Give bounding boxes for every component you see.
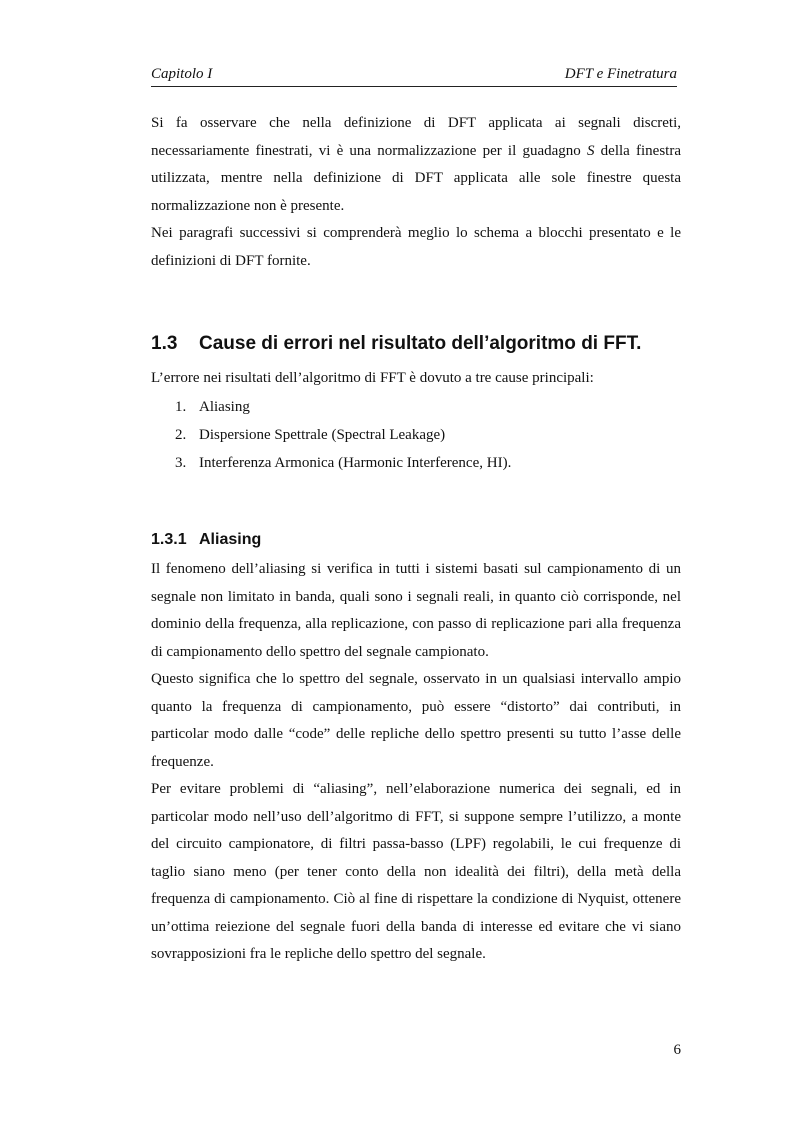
causes-list [151,393,681,477]
subsection-title: Aliasing [199,531,262,548]
aliasing-paragraph-2: Questo significa che lo spettro del segnale, osservato in un qualsiasi intervallo ampio quanto la frequenza di campionamento, può essere “distorto” dai contributi, in particolar modo dalle “code” delle repliche dello spettro presenti su tutto l’asse delle frequenze. [151,671,681,770]
aliasing-body [151,556,681,969]
list-item [151,449,681,477]
list-item-number: 2. [175,426,187,443]
aliasing-paragraph-1: Il fenomeno dell’aliasing si verifica in tutti i sistemi basati sul campionamento di un segnale non limitato in banda, quali sono i segnali reali, in quanto ciò corrisponde, nel dominio della frequenza, alla replicazione, con passo di replicazione pari alla frequenza di campionamento dello spettro del segnale campionato. [151,561,681,660]
intro-p1-text-a: Si fa osservare che nella definizione di DFT applicata ai segnali discreti, necessariamente finestrati, vi è una normalizzazione per il guadagno [151,115,681,159]
subsection-heading [151,531,261,549]
page-number: 6 [673,1042,681,1058]
list-item-label: Interferenza Armonica (Harmonic Interference, HI). [199,454,512,471]
intro-paragraph-1 [151,110,681,220]
list-item-label: Dispersione Spettrale (Spectral Leakage) [199,426,446,443]
header-chapter: Capitolo I [151,66,213,82]
gain-symbol: S [586,142,595,159]
intro-p1-text-b: della finestra utilizzata, mentre nella definizione di DFT applicata alle sole finestre questa normalizzazione non è presente. [151,142,681,214]
list-item [151,421,681,449]
section-body [151,365,681,477]
page-header [151,66,677,87]
list-item-number: 1. [175,398,187,415]
intro-block [151,110,681,275]
list-item [151,393,681,421]
intro-paragraph-2: Nei paragrafi successivi si comprenderà meglio lo schema a blocchi presentato e le definizioni di DFT fornite. [151,225,681,269]
list-item-label: Aliasing [199,398,250,415]
list-item-number: 3. [175,454,187,471]
section-lead: L’errore nei risultati dell’algoritmo di FFT è dovuto a tre cause principali: [151,370,594,386]
subsection-number: 1.3.1 [151,531,187,548]
section-title: Cause di errori nel risultato dell’algoritmo di FFT. [199,333,642,354]
aliasing-paragraph-3: Per evitare problemi di “aliasing”, nell’elaborazione numerica dei segnali, ed in particolar modo nell’uso dell’algoritmo di FFT, si suppone sempre l’utilizzo, a monte del circuito campionatore, di filtri passa-basso (LPF) regolabili, le cui frequenze di taglio siano meno (per tener conto della non idealità dei filtri), della metà della frequenza di campionamento. Ciò al fine di rispettare la condizione di Nyquist, ottenere un’ottima reiezione del segnale fuori della banda di interesse ed evitare che vi siano sovrapposizioni fra le repliche dello spettro del segnale. [151,781,681,962]
section-number: 1.3 [151,333,178,354]
header-title: DFT e Finetratura [564,66,677,82]
section-heading [151,333,641,355]
